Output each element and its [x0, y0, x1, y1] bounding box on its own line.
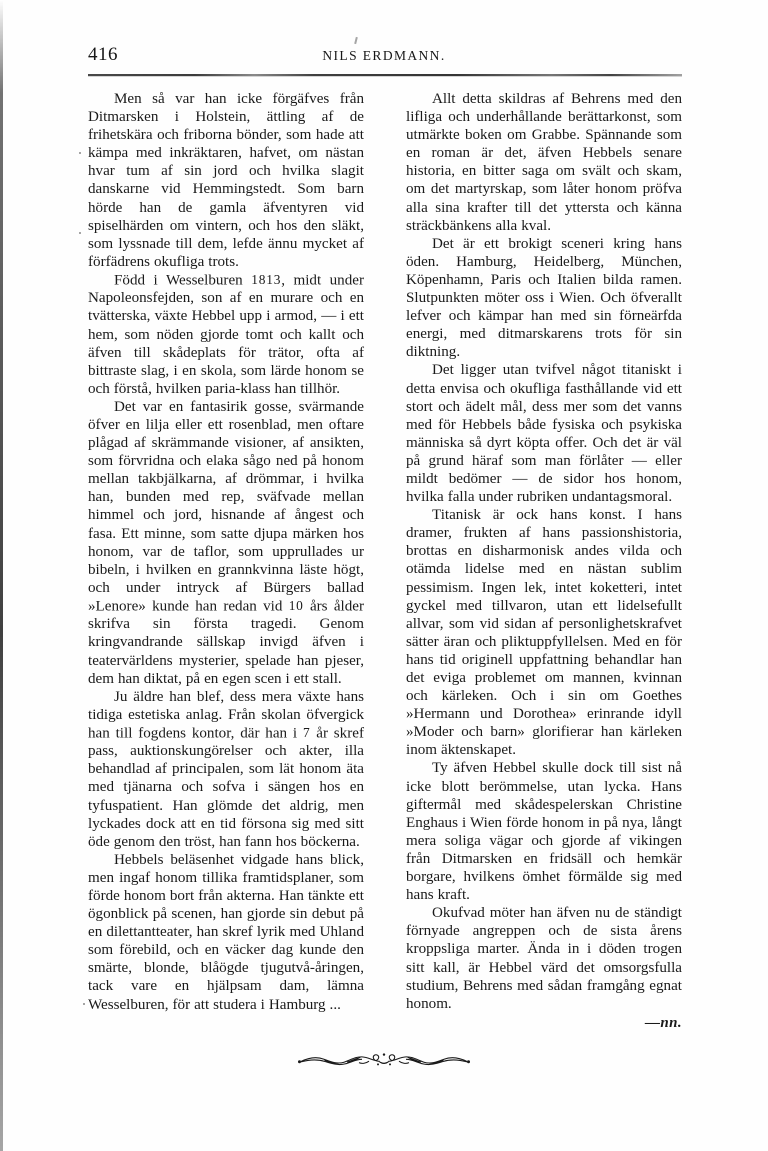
paragraph: Men så var han icke förgäfves från Ditmarsken i Holstein, ättling af de frihetskära och friborna bönder, som hade att kämpa med inkräktaren, hafvet, om nästan hvar tum af sin jord och hvilka slagit danskarne vid Hemmingstedt. Som barn hörde han de gamla äfventyren vid spiselhärden om vintern, och hos den släkt, som lyssnade till dem, lefde ännu mycket af förfädrens okufliga trots. — [88, 91, 364, 270]
scan-speck — [83, 1003, 85, 1005]
scan-edge-artifact — [0, 0, 3, 1151]
page-header — [88, 44, 680, 70]
scan-speck — [79, 152, 81, 154]
paragraph: Det ligger utan tvifvel något titaniskt i detta envisa och okufliga fasthållande vid ett stort och ädelt mål, dess mer som det vanns med för Hebbels både fysiska och psykiska människa så dyrt köpta offer. Och det är väl på grund häraf som man förlåter — eller mildt bedömer — de sidor hos honom, hvilka falla under rubriken undantagsmoral. — [406, 362, 682, 506]
running-title: NILS ERDMANN. — [322, 48, 446, 63]
old-style-numeral: 7 — [302, 724, 311, 740]
paragraph: Ty äfven Hebbel skulle dock till sist nå icke blott berömmelse, utan lycka. Hans giftermål med skådespelerskan Christine Enghaus i Wien förde honom in på nya, långt mera soliga vägar och gjorde af vikingen från Ditmarsken en fridsäll och hemkär borgare, hvilkens ömhet förmälde sig med hans kraft. — [406, 760, 682, 904]
paragraph: Titanisk är ock hans konst. I hans dramer, frukten af hans passionshistoria, brottas en disharmonisk andes vilda och otämda lidelse med en nästan sublim pessimism. Ingen lek, intet koketteri, intet gyckel med tillvaron, utan ett lidelsefullt allvar, som vid sidan af personlighetskrafvet sätter äran och pliktuppfyllelsen. Med en för hans tid originell uppfattning behandlar han det eviga problemet om mannen, kvinnan och kärleken. Och i sin om Goethes »Hermann und Dorothea» erinrande idyll »Moder och barn» glorifierar han kärleken inom äktenskapet. — [406, 507, 682, 759]
paragraph: Det är ett brokigt sceneri kring hans öden. Hamburg, Heidelberg, München, Köpenhamn, Paris och Italien bilda ramen. Slutpunkten möter oss i Wien. Och öfverallt lefver och kämpar han med sin förneärfda energi, med ditmarskarens trots för sin diktning. — [406, 235, 682, 361]
paragraph: Det var en fantasirik gosse, svärmande öfver en lilja eller ett rosenblad, men oftare plågad af skrämmande visioner, af ansikten, som förvridna och elaka sågo ned på honom mellan takbjälkarna, af drömmar, i hvilka han, bunden med rep, sväfvade mellan himmel och jord, hisnande af ångest och fasa. Ett minne, som satte djupa märken hos honom, var de taflor, som upprullades ur bibeln, i hvilken en grannkvinna läste högt, och under intryck af Bürgers ballad »Lenore» kunde han redan vid 10 års ålder skrifva sin första tragedi. Genom kringvandrande sällskap invigd äfven i teatervärldens mysterier, spelade han pjeser, dem han diktat, på en egen scen i ett stall. — [88, 398, 364, 687]
old-style-numeral: 1813 — [251, 271, 282, 287]
left-column — [88, 90, 364, 1032]
paragraph: Okufvad möter han äfven nu de ständigt förnyade angreppen och de sista årens kroppsliga marter. Ända in i döden trogen sitt kall, är Hebbel värd det omsorgsfulla studium, Behrens med sådan framgång egnat honom. — [406, 905, 682, 1012]
folio-number: 416 — [88, 44, 118, 65]
author-signature: —nn. — [644, 1014, 682, 1031]
text-columns — [88, 90, 682, 1032]
paragraph: Allt detta skildras af Behrens med den lifliga och underhållande berättarkonst, som utmärkte boken om Grabbe. Spännande som en roman är det, äfven Hebbels senare historia, en bitter saga om svält och skam, om det martyrskap, som låter honom pröfva alla sina krafter till det yttersta och känna sträckbänkens alla kval. — [406, 91, 682, 234]
scan-speck — [79, 232, 81, 234]
flourish-icon — [291, 1048, 477, 1074]
header-rule — [88, 74, 682, 76]
paragraph: Hebbels beläsenhet vidgade hans blick, men ingaf honom tillika framtidsplaner, som förde honom bort från akterna. Han tänkte ett ögonblick på scenen, han gjorde sin debut på en dilettantteater, han skref lyrik med Uhland som förebild, och en väcker dag kunde den smärte, blonde, blåögde tjugutvå-åringen, tack vare en hjälpsam dam, lämna Wesselburen, för att studera i Hamburg ... — [88, 851, 364, 1013]
old-style-numeral: 10 — [288, 597, 304, 613]
paragraph: Ju äldre han blef, dess mera växte hans tidiga estetiska anlag. Från skolan öfvergick han till fogdens kontor, där han i 7 år skref pass, auktionskungörelser och akter, illa behandlad af principalen, som lät honom äta med tjänarna och sofva i sängen hos en tyfuspatient. Han glömde det aldrig, men lyckades dock att en tid försona sig med sitt öde genom den tröst, han fann hos böckerna. — [88, 688, 364, 850]
right-column — [406, 90, 682, 1032]
decorative-flourish-ornament — [0, 1048, 768, 1079]
paragraph: Född i Wesselburen 1813, midt under Napoleonsfejden, son af en murare och en tvätterska, växte Hebbel upp i armod, — i ett hem, som nöden gjorde tomt och kallt och äfven till skådeplats för trätor, ofta af bittraste slag, i en skola, som lärde honom se och förstå, hvilken paria-klass han tillhör. — [88, 271, 364, 397]
